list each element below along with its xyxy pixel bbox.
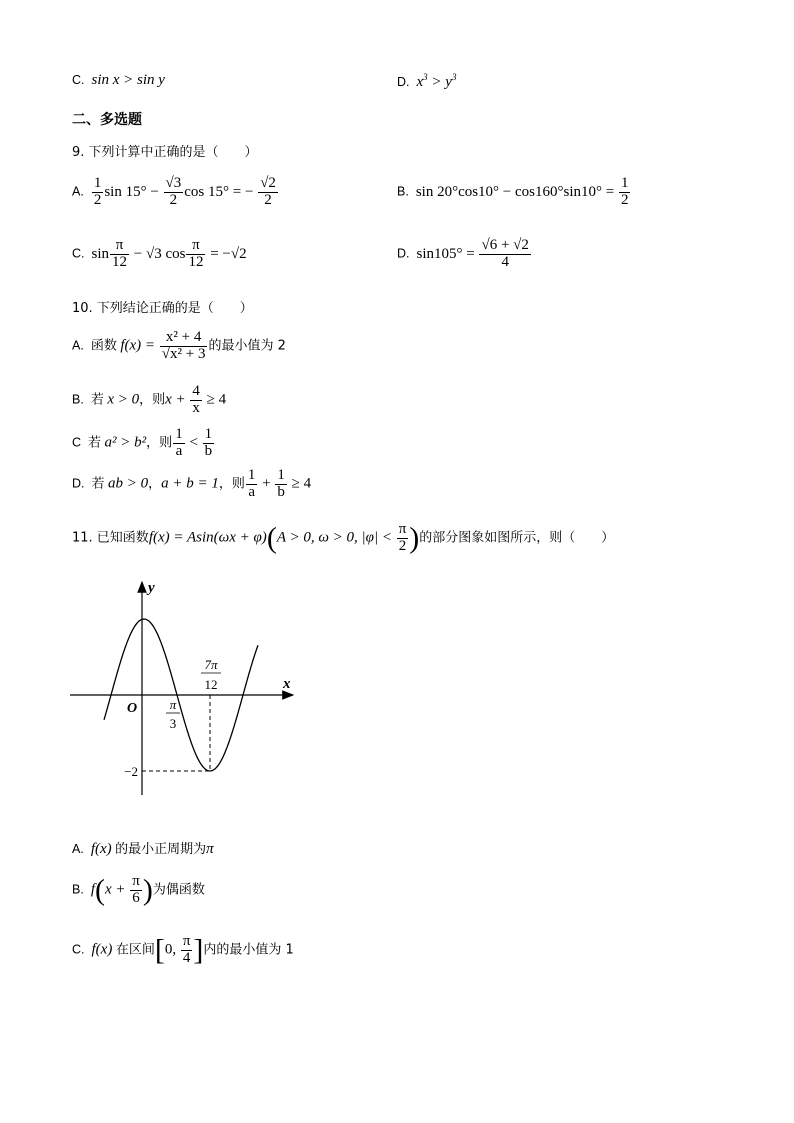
frac-num: π xyxy=(182,933,191,949)
x-axis-label: x xyxy=(283,676,291,692)
frac-den: 12 xyxy=(112,253,128,270)
q8-option-c xyxy=(72,72,165,89)
q11-option-c: C. f(x) 在区间[0, $\frac{\pi}{4}$ ]内的最小值为 1 xyxy=(72,933,294,967)
q9-option-b xyxy=(397,176,631,209)
term: − √3 cos xyxy=(130,245,186,262)
frac-den: 12 xyxy=(188,253,204,270)
text: 内的最小值为 1 xyxy=(203,942,294,958)
fx: f(x) = xyxy=(120,337,159,354)
cond: x > 0 xyxy=(107,391,140,408)
frac-den: 2 xyxy=(169,191,178,208)
term: sin105° = xyxy=(416,245,479,262)
cond: ab > 0 xyxy=(108,475,149,492)
fx: f(x) xyxy=(91,941,113,958)
term: ≥ 4 xyxy=(287,475,312,492)
option-label: B. xyxy=(72,882,84,897)
tick-x2-num: 7π xyxy=(204,657,218,672)
tick-x2-den: 12 xyxy=(204,677,218,692)
option-math: sin x > sin y xyxy=(91,72,165,88)
frac-den: 4 xyxy=(182,949,191,966)
term: sin 20°cos10° − cos160°sin10° = xyxy=(415,183,618,200)
tick-x1-num: π xyxy=(169,697,177,712)
frac-num: π xyxy=(132,873,140,889)
value: π xyxy=(206,841,214,857)
q9-option-c xyxy=(72,238,247,271)
frac-den: b xyxy=(277,483,285,500)
option-label: C. xyxy=(72,942,85,957)
q10-stem: 10. 下列结论正确的是（ ） xyxy=(72,301,253,316)
term: = −√2 xyxy=(206,245,247,262)
frac-den: b xyxy=(204,442,213,459)
frac-den: x xyxy=(192,399,200,416)
frac-num: 1 xyxy=(247,467,256,483)
base-x: x xyxy=(416,74,424,90)
frac-den: 4 xyxy=(501,253,509,270)
frac-den: 6 xyxy=(132,889,140,906)
text: ，则 xyxy=(146,435,173,451)
text: 的最小正周期为 xyxy=(115,842,207,857)
q8-option-d xyxy=(397,72,456,91)
option-label: C xyxy=(72,435,82,450)
frac-num: π xyxy=(110,238,129,255)
option-label: B. xyxy=(72,392,84,407)
frac-den: √x² + 3 xyxy=(161,345,206,362)
text: ，则 xyxy=(139,392,166,408)
frac-num: 1 xyxy=(204,426,213,442)
frac-num: 1 xyxy=(175,426,183,442)
cond: a² > b² xyxy=(104,434,147,451)
f: f xyxy=(90,881,95,898)
option-label: C. xyxy=(72,73,85,87)
q9-stem: 9. 下列计算中正确的是（ ） xyxy=(72,145,258,160)
option-label: B. xyxy=(397,184,409,199)
frac-num: √3 xyxy=(165,175,182,191)
q9-option-a xyxy=(72,176,279,209)
q11-stem: 11. 已知函数f(x) = Asin(ωx + φ)(A > 0, ω > 0, |φ| < $\frac{\pi}{2}$ )的部分图象如图所示，则（ ） xyxy=(72,521,615,555)
frac-den: a xyxy=(175,442,183,459)
fx: f(x) xyxy=(90,841,112,857)
exp-x: 3 xyxy=(423,72,428,82)
option-label: D. xyxy=(397,246,410,261)
op: > xyxy=(427,74,446,90)
q11-option-b: B. f(x + $\frac{\pi}{6}$ )为偶函数 xyxy=(72,873,205,907)
op: + xyxy=(258,475,275,492)
base-y: y xyxy=(445,74,452,90)
option-label: A. xyxy=(72,842,84,856)
interval-left: 0, xyxy=(164,941,180,958)
sine-graph xyxy=(60,570,310,800)
frac-den: 2 xyxy=(398,537,407,554)
option-label: D. xyxy=(397,75,410,89)
frac-num: π xyxy=(398,521,407,537)
y-axis-label: y xyxy=(148,580,155,596)
text: 函数 xyxy=(90,338,117,354)
text: 若 xyxy=(90,392,104,408)
term: ≥ 4 xyxy=(202,391,227,408)
exp-y: 3 xyxy=(451,72,457,82)
cond: a + b = 1 xyxy=(161,475,219,492)
frac-num: 1 xyxy=(277,467,285,483)
term: cos 15° = − xyxy=(184,183,258,200)
option-label: A. xyxy=(72,184,84,199)
op: < xyxy=(185,434,202,451)
option-label: C. xyxy=(72,246,85,261)
frac-num: x² + 4 xyxy=(160,330,208,347)
frac-num: √6 + √2 xyxy=(481,237,529,253)
q10-option-d xyxy=(72,468,311,501)
text: 在区间 xyxy=(115,942,155,958)
section-heading: 二、多选题 xyxy=(72,112,142,128)
text: 11. 已知函数 xyxy=(72,530,149,546)
term: x + xyxy=(104,881,130,898)
text: 的部分图象如图所示，则（ ） xyxy=(419,530,615,546)
text: 若 xyxy=(91,476,105,492)
text: ， xyxy=(148,476,162,492)
frac-num: 4 xyxy=(192,383,200,399)
term: sin 15° − xyxy=(104,183,163,200)
option-label: D. xyxy=(72,476,85,491)
text: ，则 xyxy=(218,476,245,492)
tick-y-label: −2 xyxy=(124,764,138,779)
frac-den: 2 xyxy=(93,191,102,208)
text: 为偶函数 xyxy=(152,882,205,898)
tick-x1-den: 3 xyxy=(169,716,177,731)
q10-option-b xyxy=(72,384,226,417)
q10-option-c xyxy=(72,427,215,460)
frac-num: 1 xyxy=(93,175,102,191)
origin-label: O xyxy=(127,701,138,716)
frac-den: 2 xyxy=(620,191,629,208)
term: x + xyxy=(165,391,190,408)
frac-num: √2 xyxy=(260,175,276,191)
term: sin xyxy=(91,245,110,262)
cond: A > 0, ω > 0, |φ| < xyxy=(276,529,396,546)
q9-option-d xyxy=(397,238,532,271)
frac-num: π xyxy=(186,238,205,255)
frac-den: a xyxy=(248,483,255,500)
text: 的最小值为 2 xyxy=(208,338,286,354)
q11-option-a xyxy=(72,838,214,858)
q10-option-a xyxy=(72,330,286,363)
frac-den: 2 xyxy=(264,191,272,208)
option-label: A. xyxy=(72,338,84,353)
frac-num: 1 xyxy=(620,175,629,191)
formula: f(x) = Asin(ωx + φ) xyxy=(148,529,267,546)
text: 若 xyxy=(88,435,102,451)
